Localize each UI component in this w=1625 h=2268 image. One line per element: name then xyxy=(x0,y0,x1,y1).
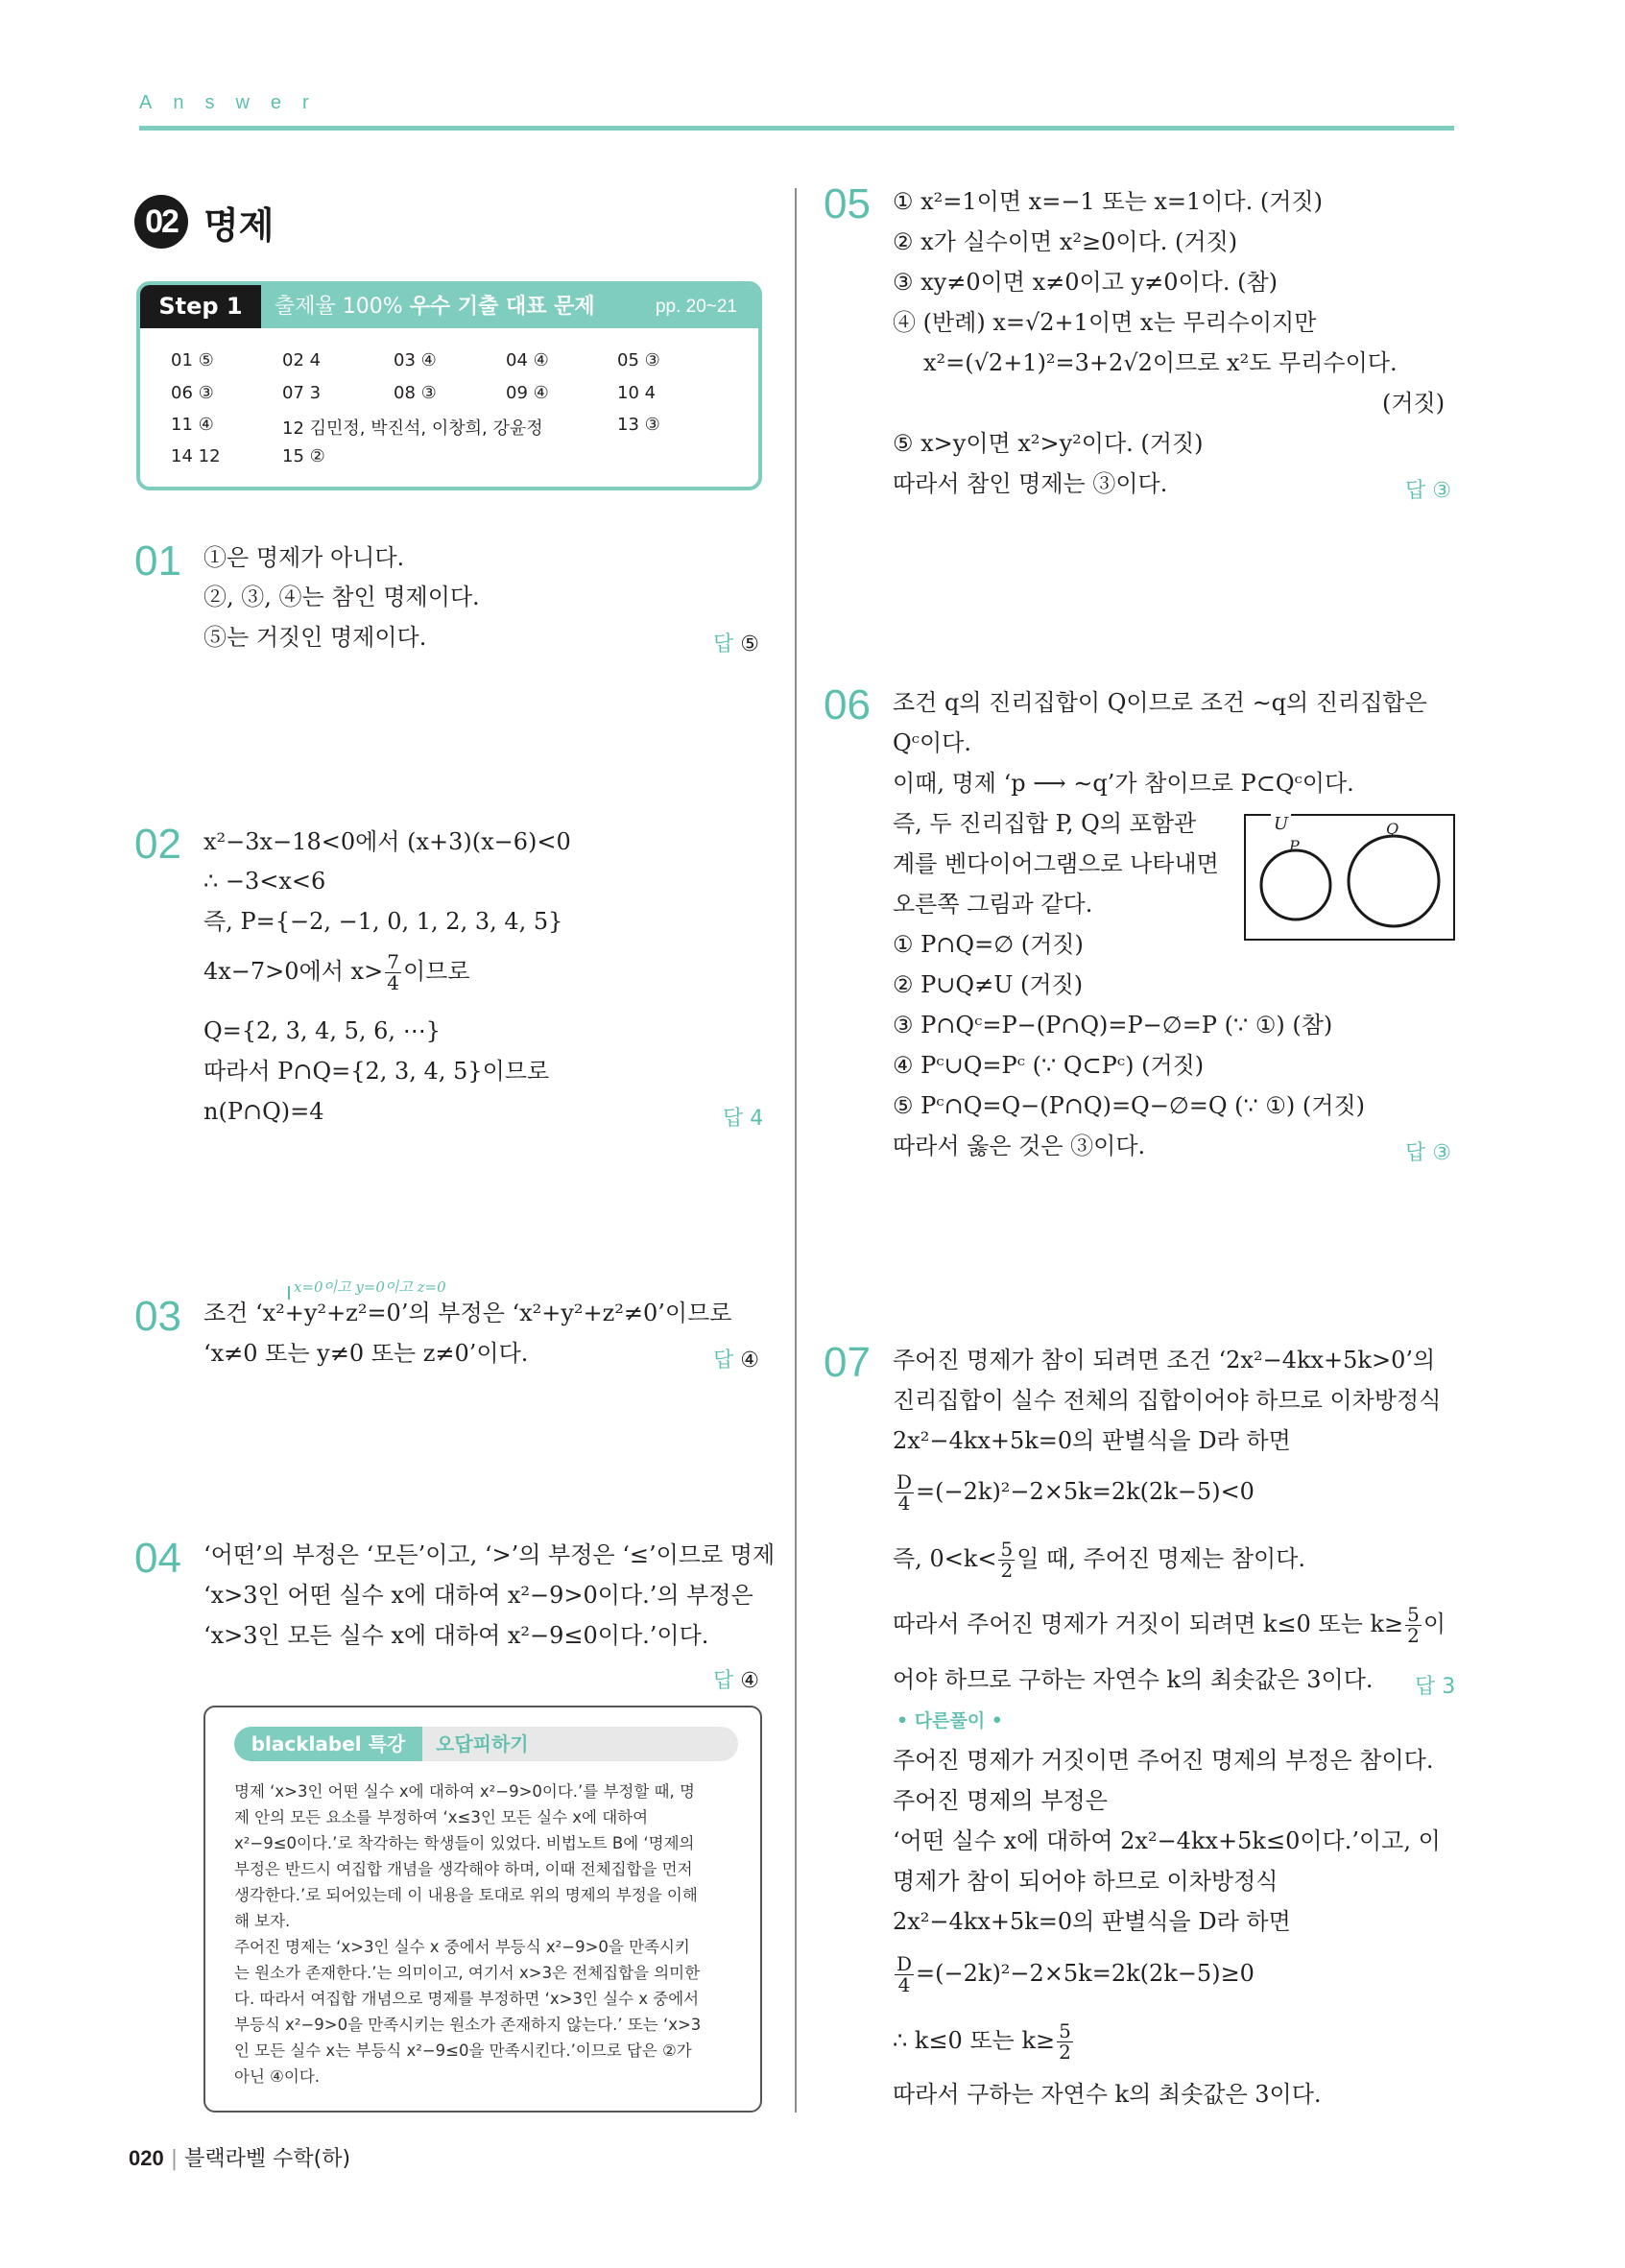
step1-label: Step 1 xyxy=(140,285,261,328)
solution-line: 이때, 명제 ‘p ⟶ ∼q’가 참이므로 P⊂Qᶜ이다. xyxy=(893,770,1354,797)
solution-line: ④ Pᶜ∪Q=Pᶜ (∵ Q⊂Pᶜ) (거짓) xyxy=(893,1052,1205,1079)
answer-item: 10 4 xyxy=(617,383,657,403)
text-part: ∴ k≤0 또는 k≥ xyxy=(893,2027,1056,2054)
tip-line: 제 안의 모든 요소를 부정하여 ‘x≤3인 모든 실수 x에 대하여 xyxy=(234,1808,649,1826)
solution-line: 따라서 P∩Q={2, 3, 4, 5}이므로 xyxy=(203,1058,550,1085)
solution-line: ⑤ x>y이면 x²>y²이다. (거짓) xyxy=(893,430,1204,457)
set-p-circle xyxy=(1261,850,1330,919)
solution-line: ②, ③, ④는 참인 명제이다. xyxy=(203,584,480,610)
final-answer xyxy=(713,1344,759,1373)
fraction-numerator: D xyxy=(896,1952,913,1975)
answer-label: 답 xyxy=(713,1669,734,1693)
solution-line: 따라서 옳은 것은 ③이다. xyxy=(893,1133,1146,1159)
solution-line: 즉, P={−2, −1, 0, 1, 2, 3, 4, 5} xyxy=(203,908,563,935)
alternative-solution-label: • 다른풀이 • xyxy=(896,1710,1003,1731)
question-number: 01 xyxy=(134,537,181,585)
solution-line: x²−3x−18<0에서 (x+3)(x−6)<0 xyxy=(203,828,571,855)
answer-item: 12 김민정, 박진석, 이창희, 강윤정 xyxy=(282,418,543,439)
tip-tab-label: blacklabel 특강 xyxy=(234,1727,422,1761)
answer-label: 답 xyxy=(713,1349,734,1373)
question-number: 04 xyxy=(134,1535,181,1582)
chapter-number-badge: 02 xyxy=(134,195,188,249)
tip-line: 해 보자. xyxy=(234,1912,291,1930)
solution-line: ∴ −3<x<6 xyxy=(203,868,326,895)
answer-item: 03 ④ xyxy=(394,350,437,370)
tip-line: x²−9≤0이다.’로 착각하는 학생들이 있었다. 비법노트 B에 ‘명제의 xyxy=(234,1834,695,1852)
book-title: 블랙라벨 수학(하) xyxy=(184,2147,351,2171)
answer-item: 04 ④ xyxy=(506,350,549,370)
solution-line: 오른쪽 그림과 같다. xyxy=(893,891,1093,918)
tip-line: 명제 ‘x>3인 어떤 실수 x에 대하여 x²−9>0이다.’를 부정할 때, 명 xyxy=(234,1782,695,1801)
question-number: 05 xyxy=(824,180,871,227)
question-number: 03 xyxy=(134,1293,181,1340)
fraction-denominator: 2 xyxy=(1000,1559,1014,1582)
answer-item: 09 ④ xyxy=(506,383,549,403)
fraction-numerator: 5 xyxy=(1407,1603,1420,1626)
solution-line: ‘어떤 실수 x에 대하여 2x²−4kx+5k≤0이다.’이고, 이 xyxy=(893,1827,1441,1854)
answer-value: 4 xyxy=(750,1107,764,1131)
fraction xyxy=(1405,1605,1422,1646)
final-answer xyxy=(713,628,759,657)
solution-line: ③ xy≠0이면 x≠0이고 y≠0이다. (참) xyxy=(893,269,1278,296)
answer-item: 13 ③ xyxy=(617,415,660,435)
step1-title xyxy=(275,285,595,328)
solution-line: 주어진 명제의 부정은 xyxy=(893,1787,1108,1814)
answer-value: ④ xyxy=(740,1349,759,1373)
answer-label: 답 xyxy=(1415,1675,1436,1699)
solution-line: ⑤ Pᶜ∩Q=Q−(P∩Q)=Q−∅=Q (∵ ①) (거짓) xyxy=(893,1092,1366,1119)
fraction-denominator: 2 xyxy=(1407,1624,1420,1647)
solution-line: 어야 하므로 구하는 자연수 k의 최솟값은 3이다. xyxy=(893,1666,1374,1693)
venn-label-u: U xyxy=(1271,814,1291,834)
step1-title-bold: 우수 기출 대표 문제 xyxy=(409,295,595,319)
answer-value: ③ xyxy=(1432,1141,1451,1165)
page-number: 020 xyxy=(129,2146,164,2170)
venn-label-q: Q xyxy=(1386,820,1399,838)
solution-line-fraction xyxy=(893,1954,1255,1995)
answer-value: ③ xyxy=(1432,479,1451,503)
answer-item: 15 ② xyxy=(282,446,325,466)
solution-line: ‘x>3인 모든 실수 x에 대하여 x²−9≤0이다.’이다. xyxy=(203,1622,709,1649)
fraction xyxy=(385,952,401,993)
answer-label: 답 xyxy=(1405,479,1426,503)
text-part: 즉, 0<k< xyxy=(893,1545,997,1572)
text-part: =(−2k)²−2×5k=2k(2k−5)<0 xyxy=(916,1478,1255,1505)
column-divider xyxy=(795,188,797,2113)
solution-line: ‘어떤’의 부정은 ‘모든’이고, ‘>’의 부정은 ‘≤’이므로 명제 xyxy=(203,1541,776,1568)
solution-line: ③ P∩Qᶜ=P−(P∩Q)=P−∅=P (∵ ①) (참) xyxy=(893,1012,1333,1039)
text-part: 따라서 주어진 명제가 거짓이 되려면 k≤0 또는 k≥ xyxy=(893,1611,1404,1637)
fraction-denominator: 4 xyxy=(387,971,399,994)
solution-line: n(P∩Q)=4 xyxy=(203,1098,324,1125)
answer-item: 14 12 xyxy=(171,446,221,466)
annotation: x=0이고 y=0이고 z=0 xyxy=(294,1278,446,1296)
question-number: 07 xyxy=(824,1339,871,1386)
answer-value: 3 xyxy=(1442,1675,1456,1699)
solution-line-fraction xyxy=(893,1540,1305,1581)
fraction xyxy=(1057,2021,1073,2063)
final-answer xyxy=(1405,474,1451,504)
solution-line: ④ (반례) x=√2+1이면 x는 무리수이지만 xyxy=(893,309,1317,336)
solution-line: x²=(√2+1)²=3+2√2이므로 x²도 무리수이다. xyxy=(923,349,1398,376)
answer-item: 06 ③ xyxy=(171,383,214,403)
question-number: 06 xyxy=(824,681,871,728)
answer-label: 답 xyxy=(713,633,734,657)
solution-line: 따라서 참인 명제는 ③이다. xyxy=(893,470,1168,497)
fraction-denominator: 4 xyxy=(897,1492,911,1515)
answer-item: 11 ④ xyxy=(171,415,214,435)
fraction xyxy=(895,1472,914,1514)
tip-line: 아닌 ④이다. xyxy=(234,2067,321,2086)
solution-line: 주어진 명제가 거짓이면 주어진 명제의 부정은 참이다. xyxy=(893,1747,1434,1774)
solution-line: 조건 ‘x²+y²+z²=0’의 부정은 ‘x²+y²+z²≠0’이므로 xyxy=(203,1300,732,1326)
answer-item: 07 3 xyxy=(282,383,322,403)
tip-tab-subtitle: 오답피하기 xyxy=(436,1732,529,1755)
fraction-numerator: 7 xyxy=(387,950,399,973)
page-footer xyxy=(129,2142,350,2172)
solution-line: 2x²−4kx+5k=0의 판별식을 D라 하면 xyxy=(893,1427,1291,1454)
tip-line: 부정은 반드시 여집합 개념을 생각해야 하며, 이때 전체집합을 먼저 xyxy=(234,1860,693,1878)
text-part: 일 때, 주어진 명제는 참이다. xyxy=(1016,1545,1306,1572)
answer-label: 답 xyxy=(723,1107,744,1131)
solution-line-fraction xyxy=(893,1605,1446,1646)
chapter-title: 명제 xyxy=(203,204,275,247)
solution-line: ② x가 실수이면 x²≥0이다. (거짓) xyxy=(893,228,1238,255)
answer-item: 05 ③ xyxy=(617,350,660,370)
tip-line: 주어진 명제는 ‘x>3인 실수 x 중에서 부등식 x²−9>0을 만족시키 xyxy=(234,1938,690,1956)
final-answer xyxy=(1405,1136,1451,1166)
tip-line: 부등식 x²−9>0을 만족시키는 원소가 존재하지 않는다.’ 또는 ‘x>3 xyxy=(234,2016,702,2034)
solution-line: 계를 벤다이어그램으로 나타내면 xyxy=(893,850,1219,877)
blacklabel-tip-box xyxy=(203,1706,762,2113)
solution-line: ⑤는 거짓인 명제이다. xyxy=(203,624,427,651)
venn-label-p: P xyxy=(1289,837,1300,855)
solution-line: 2x²−4kx+5k=0의 판별식을 D라 하면 xyxy=(893,1908,1291,1935)
solution-line: 따라서 구하는 자연수 k의 최솟값은 3이다. xyxy=(893,2081,1322,2108)
solution-line: ① P∩Q=∅ (거짓) xyxy=(893,931,1084,958)
solution-line: 즉, 두 진리집합 P, Q의 포함관 xyxy=(893,810,1197,837)
set-q-circle xyxy=(1349,836,1439,926)
step1-pages: pp. 20~21 xyxy=(655,297,737,317)
text-part: =(−2k)²−2×5k=2k(2k−5)≥0 xyxy=(916,1960,1255,1987)
question-number: 02 xyxy=(134,821,181,868)
fraction xyxy=(895,1954,914,1995)
answer-value: ⑤ xyxy=(740,633,759,657)
tip-line: 는 원소가 존재한다.’는 의미이고, 여기서 x>3은 전체집합을 의미한 xyxy=(234,1964,701,1982)
text-part: 4x−7>0에서 x> xyxy=(203,958,384,985)
text-part: 이므로 xyxy=(402,958,470,985)
solution-line: (거짓) xyxy=(1382,390,1446,417)
solution-line: ‘x>3인 어떤 실수 x에 대하여 x²−9>0이다.’의 부정은 xyxy=(203,1582,753,1609)
text-part: 이 xyxy=(1422,1611,1446,1637)
fraction-denominator: 4 xyxy=(897,1973,911,1996)
solution-line-fraction xyxy=(893,1472,1255,1514)
tip-line: 다. 따라서 여집합 개념으로 명제를 부정하면 ‘x>3인 실수 x 중에서 xyxy=(234,1990,700,2008)
step1-answer-key xyxy=(136,281,762,490)
solution-line: ② P∪Q≠U (거짓) xyxy=(893,971,1084,998)
solution-line: 명제가 참이 되어야 하므로 이차방정식 xyxy=(893,1868,1278,1895)
annotation-bracket xyxy=(288,1286,290,1300)
header-rule xyxy=(139,126,1454,131)
final-answer xyxy=(723,1102,763,1132)
venn-diagram xyxy=(1244,814,1455,941)
tip-line: 인 모든 실수 x는 부등식 x²−9≤0을 만족시킨다.’이므로 답은 ②가 xyxy=(234,2041,692,2060)
final-answer xyxy=(713,1664,759,1694)
section-header: Answer xyxy=(139,92,330,113)
solution-line: Q={2, 3, 4, 5, 6, ⋯} xyxy=(203,1017,441,1044)
answer-item: 08 ③ xyxy=(394,383,437,403)
solution-line: Qᶜ이다. xyxy=(893,729,971,756)
fraction-numerator: 5 xyxy=(1059,2019,1071,2042)
venn-circles xyxy=(1246,816,1453,939)
solution-line: ①은 명제가 아니다. xyxy=(203,544,405,571)
fraction xyxy=(998,1540,1015,1581)
answer-item: 02 4 xyxy=(282,350,322,370)
step1-title-prefix: 출제율 100% xyxy=(275,295,403,319)
fraction-denominator: 2 xyxy=(1059,2041,1071,2064)
final-answer xyxy=(1415,1670,1455,1700)
tip-line: 생각한다.’로 되어있는데 이 내용을 토대로 위의 명제의 부정을 이해 xyxy=(234,1886,698,1904)
solution-line-fraction xyxy=(203,952,470,993)
solution-line: 진리집합이 실수 전체의 집합이어야 하므로 이차방정식 xyxy=(893,1387,1442,1414)
fraction-numerator: D xyxy=(896,1470,913,1493)
solution-line: 주어진 명제가 참이 되려면 조건 ‘2x²−4kx+5k>0’의 xyxy=(893,1347,1436,1373)
solution-line: ‘x≠0 또는 y≠0 또는 z≠0’이다. xyxy=(203,1340,529,1367)
solution-line: ① x²=1이면 x=−1 또는 x=1이다. (거짓) xyxy=(893,188,1323,215)
solution-line-fraction xyxy=(893,2021,1075,2063)
solution-line: 조건 q의 진리집합이 Q이므로 조건 ∼q의 진리집합은 xyxy=(893,689,1427,716)
answer-label: 답 xyxy=(1405,1141,1426,1165)
footer-separator: | xyxy=(170,2147,179,2171)
answer-value: ④ xyxy=(740,1669,759,1693)
answer-item: 01 ⑤ xyxy=(171,350,214,370)
fraction-numerator: 5 xyxy=(1000,1538,1014,1561)
